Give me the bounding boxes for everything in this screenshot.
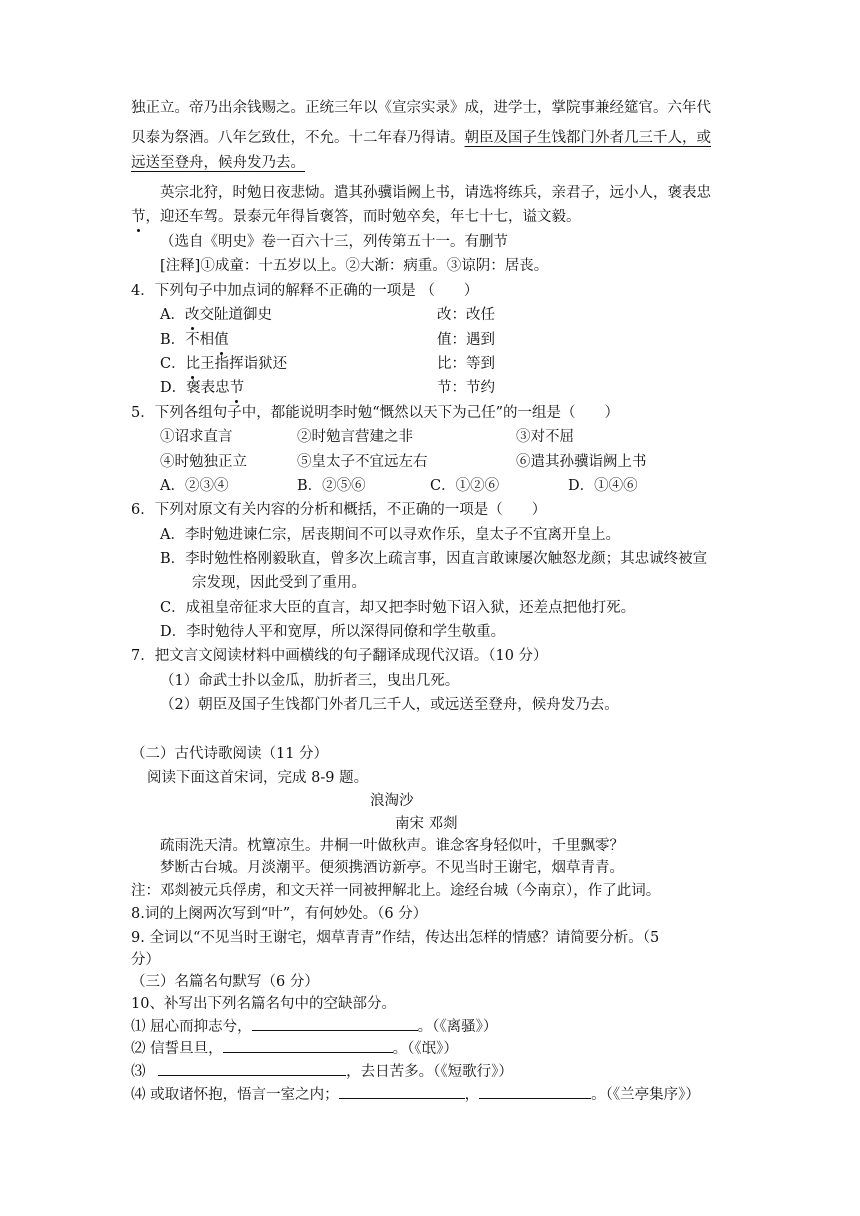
recite-item-1-text: 屈心而抑志兮， xyxy=(150,1019,252,1035)
q4-option-d xyxy=(160,378,244,398)
q4-option-a xyxy=(160,305,272,325)
q4-a-label: A． xyxy=(160,307,185,323)
q5-item-6: ⑥遣其孙骥诣阙上书 xyxy=(516,454,647,470)
recite-item-4-text: 或取诸怀抱，悟言一室之内； xyxy=(150,1087,339,1103)
q4-b-dotted-word: 值 xyxy=(214,332,229,348)
q5-item-3: ③对不屈 xyxy=(516,429,574,445)
fill-in-blank[interactable] xyxy=(339,1084,465,1099)
q5-item-1: ①诏求直言 xyxy=(160,429,233,445)
poetry-section-heading: （二）古代诗歌阅读（11 分） xyxy=(131,746,329,762)
q4-option-d-explanation: 节：节约 xyxy=(437,380,495,396)
recite-item-3 xyxy=(131,1061,513,1082)
q4-d-dotted-word: 节 xyxy=(229,380,245,396)
dotted-word: 节 xyxy=(131,209,146,225)
recite-item-2-text: 信誓旦旦， xyxy=(150,1041,223,1057)
passage-line-5-text: ，迎还车驾。景泰元年得旨褒答，而时勉卒矣，年七十七，谥文毅。 xyxy=(145,209,581,225)
recite-item-4-number: ⑷ xyxy=(131,1087,146,1103)
question-10: 10、补写出下列名篇名句中的空缺部分。 xyxy=(131,996,396,1012)
q4-option-b-explanation: 值：遇到 xyxy=(437,332,495,348)
fill-in-blank[interactable] xyxy=(223,1038,393,1053)
question-7-stem: 7．把文言文阅读材料中画横线的句子翻译成现代汉语。（10 分） xyxy=(131,648,548,664)
q5-option-c: C．①②⑥ xyxy=(430,478,500,494)
source-citation: （选自《明史》卷一百六十三，列传第五十一。有删节 xyxy=(160,234,508,250)
question-9-line-1: 9. 全词以“不见当时王谢宅，烟草青青”作结，传达出怎样的情感？请简要分析。（5 xyxy=(131,930,660,946)
recite-item-2-number: ⑵ xyxy=(131,1041,146,1057)
recite-item-1-number: ⑴ xyxy=(131,1019,146,1035)
passage-line-5 xyxy=(131,207,581,227)
q6-option-c: C．成祖皇帝征求大臣的直言，却又把李时勉下诏入狱，还差点把他打死。 xyxy=(160,600,636,616)
q5-item-2: ②时勉言营建之非 xyxy=(297,429,413,445)
poem-line-2: 梦断古台城。月淡潮平。便须携酒访新亭。不见当时王谢宅，烟草青青。 xyxy=(160,860,624,876)
q5-option-d: D．①④⑥ xyxy=(568,478,638,494)
q5-item-5: ⑤皇太子不宜远左右 xyxy=(297,454,428,470)
q4-option-a-explanation: 改：改任 xyxy=(437,307,495,323)
recite-item-4-comma: ， xyxy=(464,1087,480,1103)
passage-line-4: 英宗北狩，时勉日夜悲恸。遣其孙骥诣阙上书，请选将练兵，亲君子，远小人，褒表忠 xyxy=(160,185,711,201)
q6-option-d: D．李时勉待人平和宽厚，所以深得同僚和学生敬重。 xyxy=(160,624,506,640)
poem-title: 浪淘沙 xyxy=(370,793,414,809)
passage-line-1: 独正立。帝乃出余钱赐之。正统三年以《宣宗实录》成，进学士，掌院事兼经筵官。六年代 xyxy=(131,100,711,116)
question-9-line-2: 分） xyxy=(131,952,160,968)
q4-option-c xyxy=(160,354,287,374)
q7-sentence-1: （1）命武士扑以金瓜，肋折者三，曳出几死。 xyxy=(160,673,460,689)
question-6-stem: 6．下列对原文有关内容的分析和概括，不正确的一项是（ ） xyxy=(131,502,547,518)
q7-sentence-2: （2）朝臣及国子生饯都门外者几三千人，或远送至登舟，候舟发乃去。 xyxy=(160,697,619,713)
poetry-intro: 阅读下面这首宋词，完成 8-9 题。 xyxy=(147,770,369,786)
fill-in-blank[interactable] xyxy=(479,1084,591,1099)
q6-option-b-line-1: B．李时勉性格刚毅耿直，曾多次上疏言事，因直言敢谏屡次触怒龙颜；其忠诚终被宣 xyxy=(160,551,708,567)
recite-item-3-source: ，去日苦多。（《短歌行》） xyxy=(346,1064,513,1080)
poem-line-1: 疏雨洗天清。枕簟凉生。井桐一叶做秋声。谁念客身轻似叶，千里飘零？ xyxy=(160,838,624,854)
q4-d-text: D．褒表忠 xyxy=(160,380,230,396)
question-5-stem: 5．下列各组句子中，都能说明李时勉“慨然以天下为己任”的一组是（ ） xyxy=(131,405,620,421)
recite-item-4 xyxy=(131,1084,700,1105)
recite-item-3-number: ⑶ xyxy=(131,1064,146,1080)
q6-option-a: A．李时勉进谏仁宗，居丧期间不可以寻欢作乐，皇太子不宜离开皇上。 xyxy=(160,527,620,543)
recite-item-2-source: 。（《氓》） xyxy=(392,1041,458,1057)
q5-item-4: ④时勉独正立 xyxy=(160,454,247,470)
question-4-stem: 4．下列句子中加点词的解释不正确的一项是 （ ） xyxy=(131,283,479,299)
annotation-notes: [注释]①成童：十五岁以上。②大渐：病重。③谅阴：居丧。 xyxy=(160,258,549,274)
q6-option-b-line-2: 宗发现，因此受到了重用。 xyxy=(192,575,366,591)
question-8: 8.词的上阕两次写到“叶”，有何妙处。（6 分） xyxy=(131,906,428,922)
recite-item-1-source: 。（《离骚》） xyxy=(417,1019,498,1035)
q4-c-text: 王指挥诣狱还 xyxy=(200,356,288,372)
q4-a-text: 交阯道御史 xyxy=(199,307,272,323)
recite-item-4-source: 。（《兰亭集序》） xyxy=(591,1087,700,1103)
poem-note: 注：邓剡被元兵俘虏，和文天祥一同被押解北上。途经台城（今南京），作了此词。 xyxy=(131,883,661,899)
q4-option-b xyxy=(160,330,229,350)
fill-in-blank[interactable] xyxy=(252,1016,418,1031)
underlined-sentence: 朝臣及国子生饯都门外者几三千人，或 xyxy=(464,130,711,146)
q4-b-text: B．不相 xyxy=(160,332,215,348)
q4-c-dotted-word: 比 xyxy=(185,356,201,372)
q4-c-label: C． xyxy=(160,356,186,372)
fill-in-blank[interactable] xyxy=(158,1061,346,1076)
poem-author: 南宋 邓剡 xyxy=(395,816,458,832)
underlined-sentence-continued: 远送至登舟，候舟发乃去。 xyxy=(131,155,305,171)
recitation-section-heading: （三）名篇名句默写（6 分） xyxy=(131,974,319,990)
recite-item-1 xyxy=(131,1016,497,1037)
q5-option-b: B．②⑤⑥ xyxy=(297,478,366,494)
q4-option-c-explanation: 比：等到 xyxy=(437,356,495,372)
recite-item-2 xyxy=(131,1038,458,1059)
q4-a-dotted-word: 改 xyxy=(184,307,200,323)
passage-line-2-text: 贝泰为祭酒。八年乞致仕，不允。十二年春乃得请。 xyxy=(131,130,465,146)
passage-line-2 xyxy=(131,128,711,148)
q5-option-a: A．②③④ xyxy=(160,478,229,494)
